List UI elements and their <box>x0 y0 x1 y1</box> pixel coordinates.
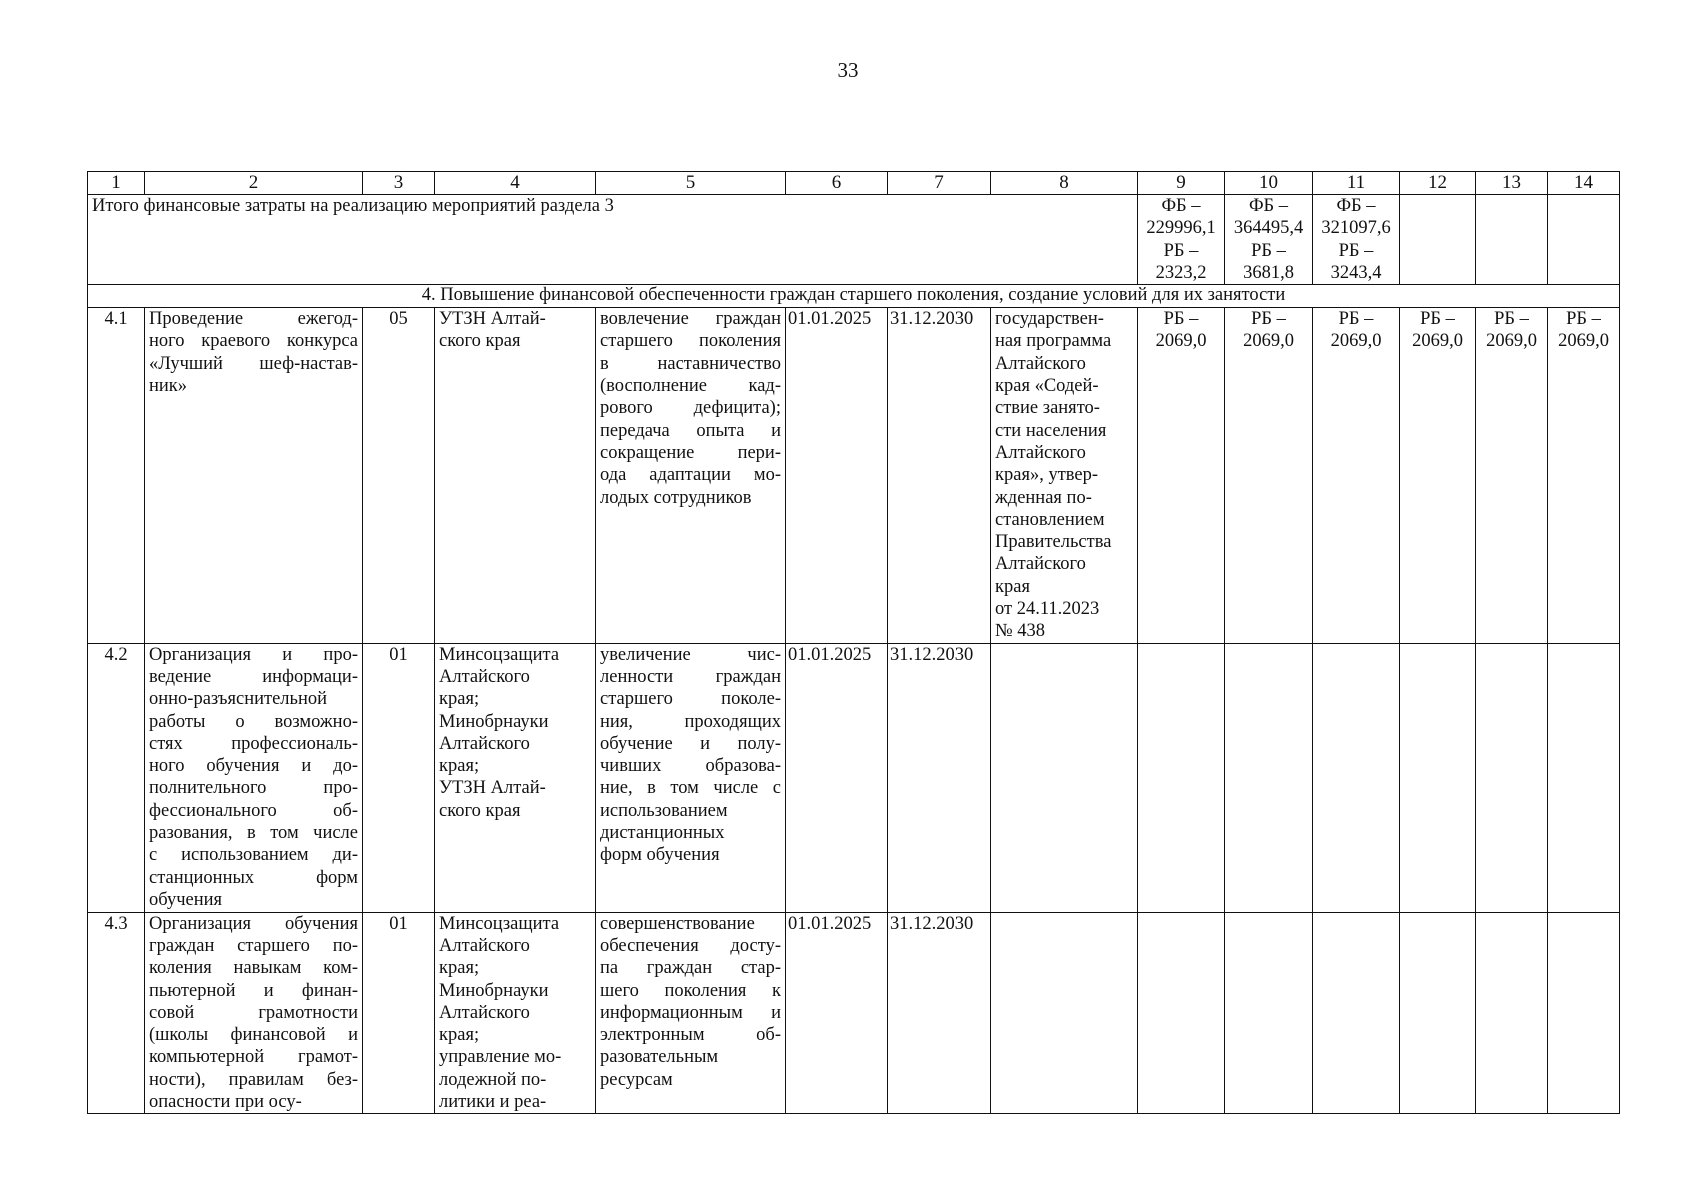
funding-col-13 <box>1476 308 1548 643</box>
program <box>991 912 1138 1114</box>
start-date: 01.01.2025 <box>786 912 888 1114</box>
text-line: Минобрнауки <box>439 711 549 732</box>
row-number: 4.3 <box>88 912 145 1114</box>
column-number-14: 14 <box>1548 172 1620 195</box>
column-number-10: 10 <box>1225 172 1313 195</box>
text-line: граждан старшего по- <box>149 935 358 956</box>
text-line: ник» <box>149 376 188 397</box>
text-line: сокращение пери- <box>600 442 781 463</box>
funding-col-10 <box>1225 912 1313 1114</box>
row-code: 05 <box>363 308 435 643</box>
activities-table <box>87 171 1620 1114</box>
column-number-7: 7 <box>888 172 991 195</box>
expected-result <box>596 912 786 1114</box>
text-line: края; <box>439 689 480 710</box>
row-code: 01 <box>363 912 435 1114</box>
text-line: 2069,0 <box>1330 331 1382 352</box>
text-line: 3243,4 <box>1330 262 1382 283</box>
funding-col-9 <box>1138 308 1225 643</box>
funding-col-11 <box>1313 912 1400 1114</box>
text-line: 2069,0 <box>1558 331 1609 352</box>
text-line: лодых сотрудников <box>600 487 752 508</box>
text-line: 3681,8 <box>1243 262 1294 283</box>
text-line: № 438 <box>995 621 1046 642</box>
text-line: обеспечения досту- <box>600 935 781 956</box>
funding-col-11 <box>1313 643 1400 912</box>
text-line: управление мо- <box>439 1047 562 1068</box>
text-line: 321097,6 <box>1321 218 1391 239</box>
text-line: РБ – <box>1566 309 1601 330</box>
text-line: фессионального об- <box>149 800 358 821</box>
start-date: 01.01.2025 <box>786 643 888 912</box>
funding-col-14 <box>1548 643 1620 912</box>
funding-col-10 <box>1225 308 1313 643</box>
text-line: ние, в том числе с <box>600 778 781 799</box>
funding-col-14 <box>1548 308 1620 643</box>
end-date: 31.12.2030 <box>888 308 991 643</box>
total-col13 <box>1476 195 1548 285</box>
text-line: Организация и про- <box>149 644 358 665</box>
text-line: Правительства <box>995 532 1112 553</box>
page-number: 33 <box>837 58 859 82</box>
text-line: ресурсам <box>600 1069 673 1090</box>
text-line: компьютерной грамот- <box>149 1047 358 1068</box>
expected-result <box>596 643 786 912</box>
text-line: станционных форм <box>149 867 358 888</box>
total-col10 <box>1225 195 1313 285</box>
text-line: шего поколения к <box>600 980 781 1001</box>
column-number-4: 4 <box>435 172 596 195</box>
text-line: 2069,0 <box>1243 331 1294 352</box>
text-line: вовлечение граждан <box>600 309 781 330</box>
text-line: края <box>995 576 1030 597</box>
text-line: полнительного про- <box>149 778 358 799</box>
text-line: (восполнение кад- <box>600 376 781 397</box>
funding-col-9 <box>1138 643 1225 912</box>
text-line: края; <box>439 958 480 979</box>
text-line: УТЗН Алтай- <box>439 309 546 330</box>
total-col11 <box>1313 195 1400 285</box>
column-number-8: 8 <box>991 172 1138 195</box>
text-line: Организация обучения <box>149 913 358 934</box>
funding-col-12 <box>1400 643 1476 912</box>
text-line: работы о возможно- <box>149 711 358 732</box>
text-line: Минобрнауки <box>439 980 549 1001</box>
funding-col-10 <box>1225 643 1313 912</box>
text-line: ФБ – <box>1161 196 1201 216</box>
text-line: от 24.11.2023 <box>995 599 1100 620</box>
text-line: ведение информаци- <box>149 666 358 687</box>
executor <box>435 912 596 1114</box>
text-line: ная программа <box>995 331 1112 352</box>
section-4-row <box>88 285 1620 308</box>
text-line: Минсоцзащита <box>439 913 560 934</box>
text-line: старшего поколения <box>600 331 781 352</box>
text-line: литики и реа- <box>439 1092 547 1113</box>
text-line: 364495,4 <box>1233 218 1304 239</box>
executor <box>435 308 596 643</box>
text-line: ствие занято- <box>995 398 1100 419</box>
text-line: ности), правилам без- <box>149 1069 358 1090</box>
text-line: электронным об- <box>600 1025 781 1046</box>
row-number: 4.2 <box>88 643 145 912</box>
text-line: «Лучший шеф-настав- <box>149 353 358 374</box>
text-line: коления навыкам ком- <box>149 958 358 979</box>
activity-title <box>145 643 363 912</box>
text-line: края», утвер- <box>995 465 1099 486</box>
text-line: совой грамотности <box>149 1002 358 1023</box>
column-number-row <box>88 172 1620 195</box>
column-number-12: 12 <box>1400 172 1476 195</box>
column-number-5: 5 <box>596 172 786 195</box>
text-line: РБ – <box>1420 309 1455 330</box>
column-number-13: 13 <box>1476 172 1548 195</box>
total-col12 <box>1400 195 1476 285</box>
text-line: ния, проходящих <box>600 711 781 732</box>
text-line: 229996,1 <box>1146 218 1216 239</box>
text-line: передача опыта и <box>600 420 781 441</box>
row-number: 4.1 <box>88 308 145 643</box>
funding-col-12 <box>1400 308 1476 643</box>
text-line: форм обучения <box>600 845 720 866</box>
text-line: жденная по- <box>995 487 1092 508</box>
text-line: 2069,0 <box>1486 331 1537 352</box>
text-line: края; <box>439 1025 480 1046</box>
text-line: информационным и <box>600 1002 781 1023</box>
total-costs-row <box>88 195 1620 285</box>
funding-col-9 <box>1138 912 1225 1114</box>
funding-col-13 <box>1476 912 1548 1114</box>
text-line: использованием <box>600 800 728 821</box>
row-code: 01 <box>363 643 435 912</box>
program <box>991 308 1138 643</box>
activity-title <box>145 308 363 643</box>
text-line: ского края <box>439 800 521 821</box>
table-row <box>88 308 1620 643</box>
text-line: края; <box>439 756 480 777</box>
column-number-2: 2 <box>145 172 363 195</box>
text-line: ода адаптации мо- <box>600 465 781 486</box>
text-line: ФБ – <box>1336 196 1376 216</box>
text-line: в наставничество <box>600 353 781 374</box>
text-line: старшего поколе- <box>600 689 781 710</box>
text-line: чивших образова- <box>600 756 781 777</box>
text-line: государствен- <box>995 309 1104 330</box>
funding-col-11 <box>1313 308 1400 643</box>
funding-col-12 <box>1400 912 1476 1114</box>
text-line: Алтайского <box>995 353 1086 374</box>
text-line: РБ – <box>1163 309 1199 330</box>
text-line: па граждан стар- <box>600 958 781 979</box>
activity-title <box>145 912 363 1114</box>
text-line: обучения <box>149 889 223 910</box>
text-line: РБ – <box>1338 240 1374 261</box>
text-line: РБ – <box>1494 309 1529 330</box>
text-line: рового дефицита); <box>600 398 781 419</box>
total-costs-label: Итого финансовые затраты на реализацию мероприятий раздела 3 <box>88 195 1138 285</box>
text-line: ного краевого конкурса <box>149 331 358 352</box>
text-line: ского края <box>439 331 521 352</box>
executor <box>435 643 596 912</box>
text-line: РБ – <box>1163 240 1199 261</box>
end-date: 31.12.2030 <box>888 912 991 1114</box>
text-line: сти населения <box>995 420 1107 441</box>
column-number-3: 3 <box>363 172 435 195</box>
text-line: опасности при осу- <box>149 1092 302 1113</box>
text-line: Алтайского <box>439 1002 530 1023</box>
total-col14 <box>1548 195 1620 285</box>
text-line: Проведение ежегод- <box>149 309 358 330</box>
text-line: РБ – <box>1251 240 1286 261</box>
text-line: Алтайского <box>439 935 530 956</box>
text-line: онно-разъяснительной <box>149 689 328 710</box>
start-date: 01.01.2025 <box>786 308 888 643</box>
text-line: УТЗН Алтай- <box>439 778 546 799</box>
text-line: увеличение чис- <box>600 644 781 665</box>
expected-result <box>596 308 786 643</box>
text-line: 2069,0 <box>1412 331 1463 352</box>
column-number-11: 11 <box>1313 172 1400 195</box>
text-line: становлением <box>995 509 1105 530</box>
text-line: разования, в том числе <box>149 823 358 844</box>
text-line: края «Содей- <box>995 376 1099 397</box>
funding-col-14 <box>1548 912 1620 1114</box>
text-line: дистанционных <box>600 823 725 844</box>
text-line: лодежной по- <box>439 1069 547 1090</box>
end-date: 31.12.2030 <box>888 643 991 912</box>
text-line: Алтайского <box>995 554 1086 575</box>
program <box>991 643 1138 912</box>
column-number-1: 1 <box>88 172 145 195</box>
funding-col-13 <box>1476 643 1548 912</box>
text-line: (школы финансовой и <box>149 1025 358 1046</box>
text-line: Алтайского <box>439 733 530 754</box>
text-line: стях профессиональ- <box>149 733 358 754</box>
text-line: разовательным <box>600 1047 719 1068</box>
text-line: пьютерной и финан- <box>149 980 358 1001</box>
text-line: РБ – <box>1338 309 1374 330</box>
section-title: 4. Повышение финансовой обеспеченности граждан старшего поколения, создание условий для их занятости <box>88 285 1620 308</box>
text-line: ного обучения и до- <box>149 756 358 777</box>
text-line: Алтайского <box>995 442 1086 463</box>
table-row <box>88 643 1620 912</box>
text-line: РБ – <box>1251 309 1286 330</box>
table-row <box>88 912 1620 1114</box>
text-line: 2069,0 <box>1155 331 1207 352</box>
text-line: ФБ – <box>1248 196 1289 216</box>
text-line: обучение и полу- <box>600 733 781 754</box>
text-line: 2323,2 <box>1155 262 1207 283</box>
text-line: Минсоцзащита <box>439 644 560 665</box>
text-line: с использованием ди- <box>149 845 358 866</box>
text-line: Алтайского <box>439 666 530 687</box>
total-col9 <box>1138 195 1225 285</box>
text-line: ленности граждан <box>600 666 781 687</box>
text-line: совершенствование <box>600 913 755 934</box>
column-number-9: 9 <box>1138 172 1225 195</box>
column-number-6: 6 <box>786 172 888 195</box>
